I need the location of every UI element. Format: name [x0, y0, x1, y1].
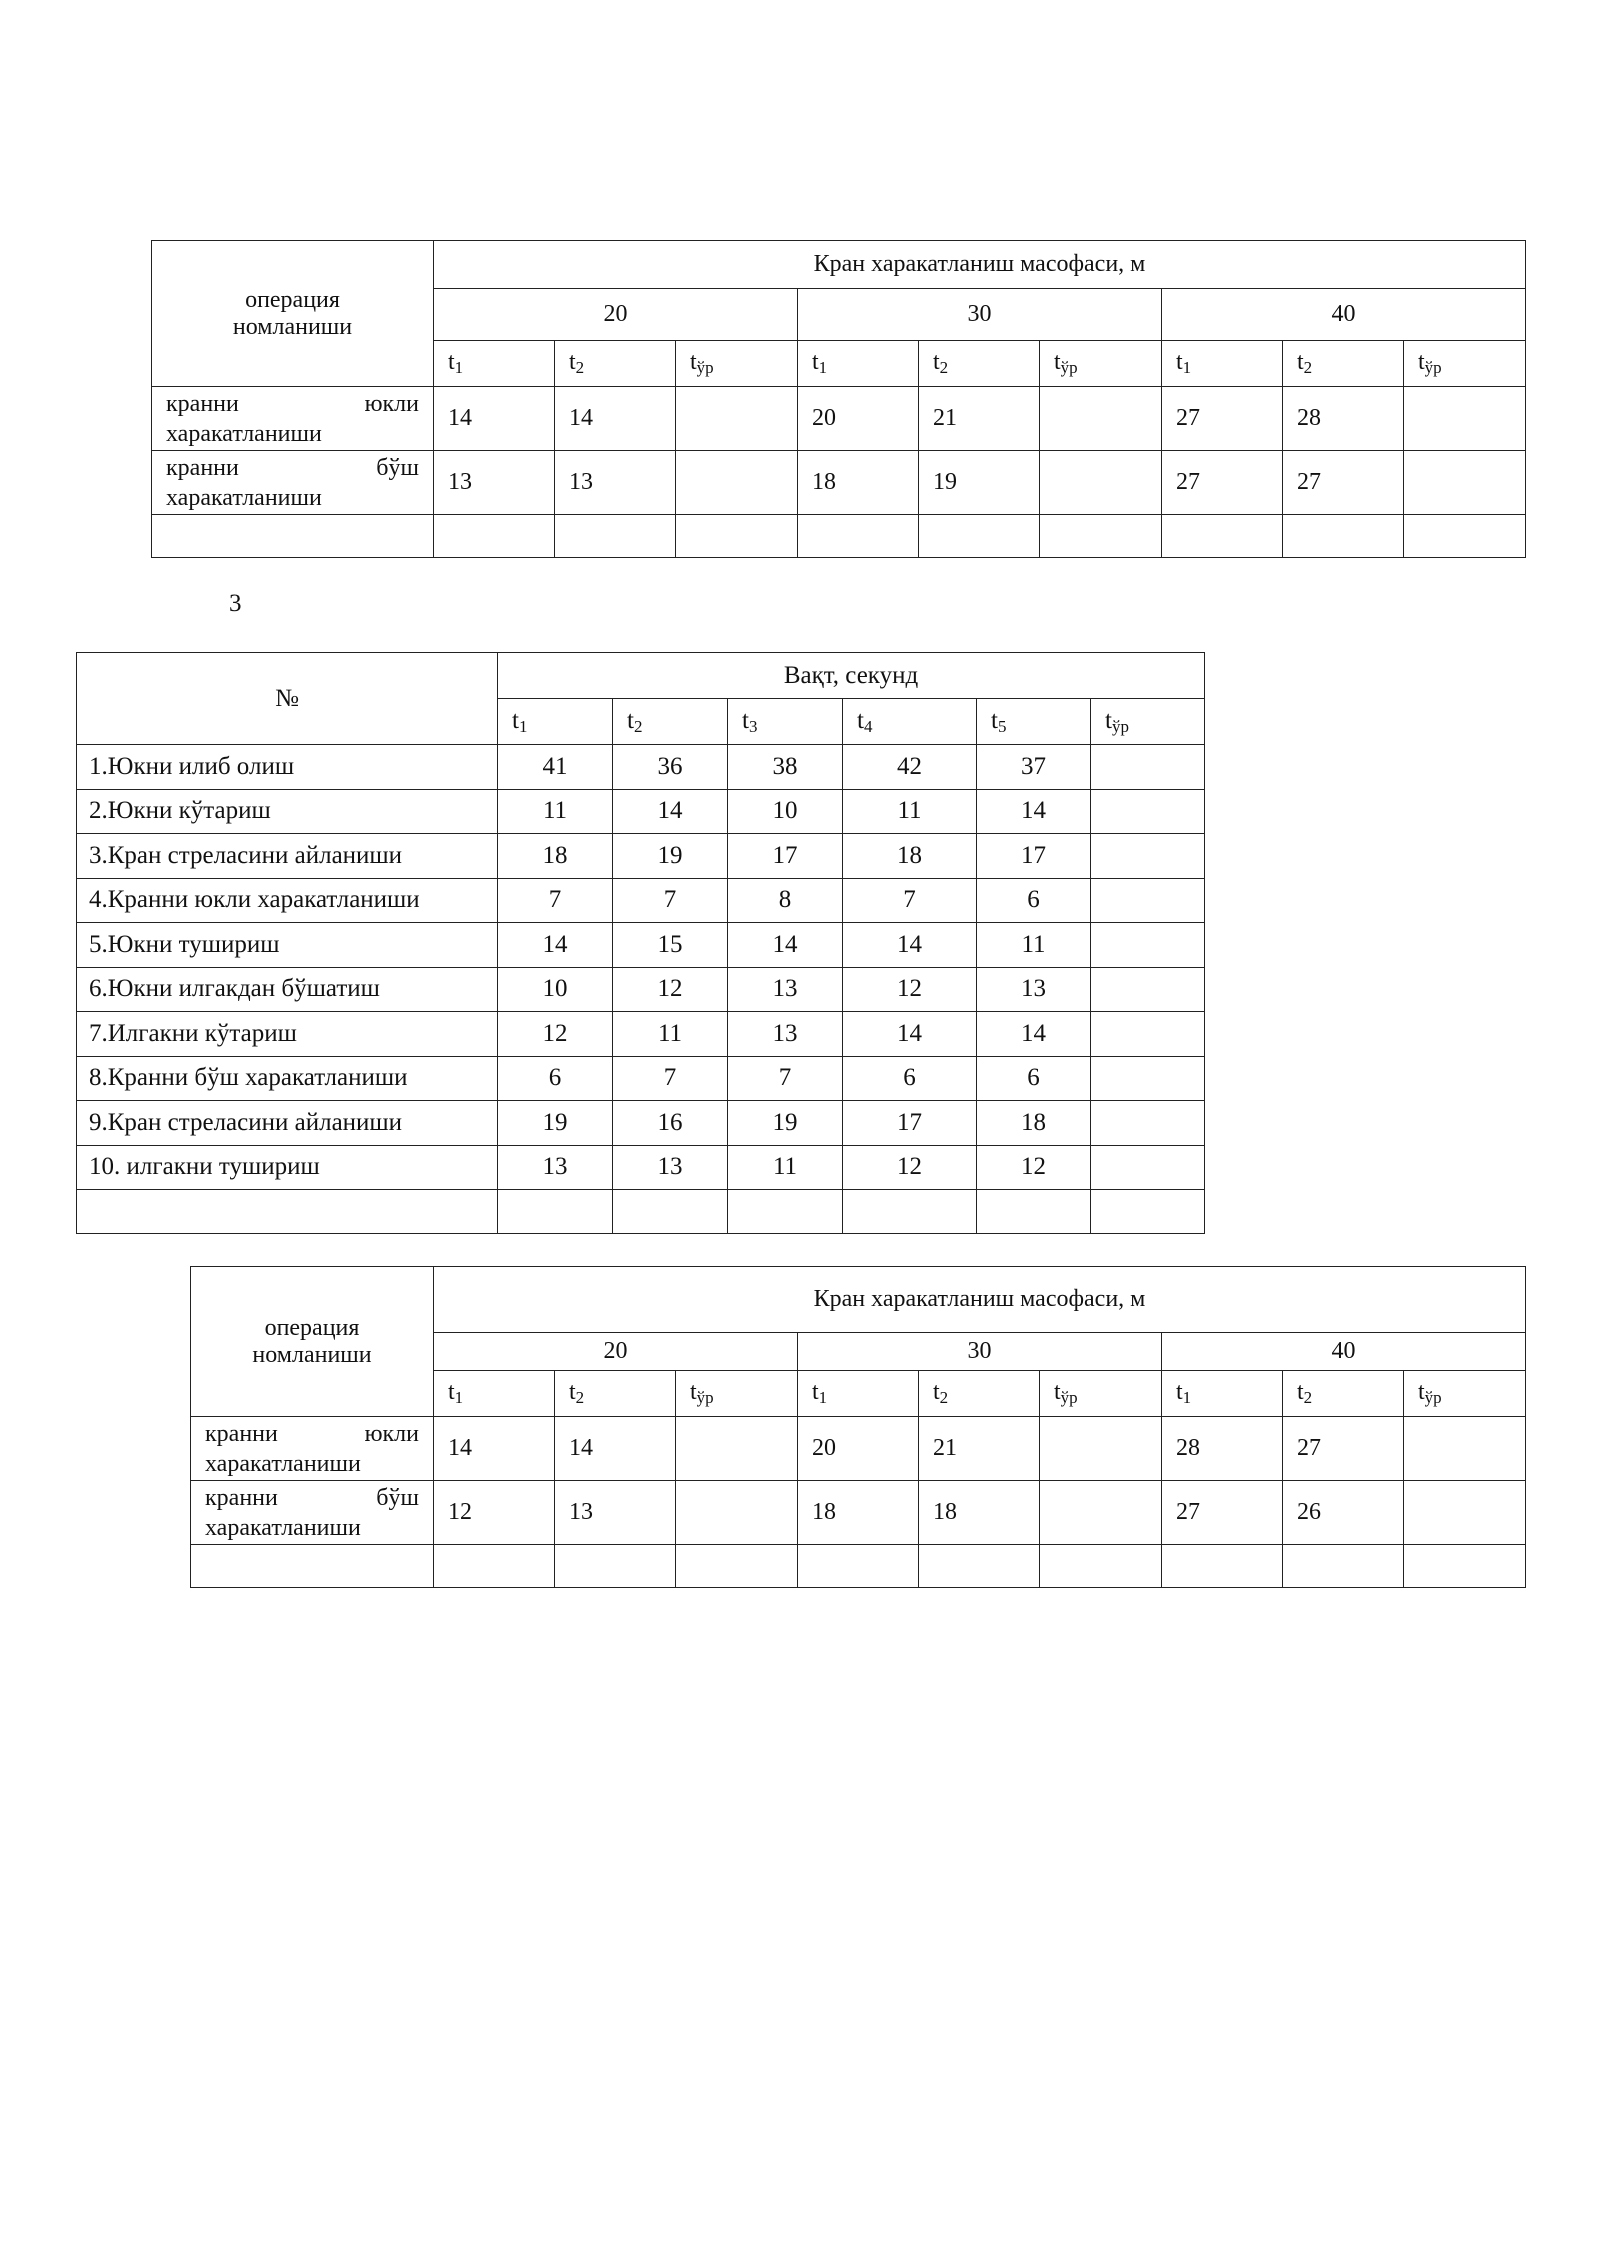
operation-header-line2: номланиши: [252, 1341, 372, 1368]
value-cell: 27: [1283, 451, 1404, 515]
value-cell: [1091, 1056, 1205, 1101]
col-t2: $t_2$: [555, 1371, 676, 1417]
value-cell: [1040, 1417, 1162, 1481]
value-cell: 28: [1283, 387, 1404, 451]
value-cell: 14: [843, 1012, 977, 1057]
value-cell: 11: [613, 1012, 728, 1057]
operation-name: 4.Кранни юкли харакатланиши: [77, 878, 498, 923]
value-cell: 38: [728, 745, 843, 790]
table-row: [77, 1101, 1205, 1146]
value-cell: 17: [843, 1101, 977, 1146]
table-row: [152, 451, 1526, 515]
value-cell: [1040, 387, 1162, 451]
value-cell: 14: [613, 789, 728, 834]
distance-20: 20: [434, 289, 798, 341]
col-t2: $t_2$: [919, 1371, 1040, 1417]
value-cell: 11: [977, 923, 1091, 968]
value-cell: [1091, 1012, 1205, 1057]
value-cell: 14: [977, 789, 1091, 834]
operation-name: 8.Кранни бўш харакатланиши: [77, 1056, 498, 1101]
value-cell: 14: [728, 923, 843, 968]
value-cell: 6: [977, 1056, 1091, 1101]
value-cell: [676, 387, 798, 451]
distance-30: 30: [798, 289, 1162, 341]
value-cell: [1404, 387, 1526, 451]
operation-name: кранни бўш харакатланиши: [152, 451, 434, 515]
operation-name: 10. илгакни тушириш: [77, 1145, 498, 1190]
value-cell: 21: [919, 387, 1040, 451]
value-cell: [1091, 745, 1205, 790]
operation-name: кранни юкли харакатланиши: [152, 387, 434, 451]
col-t1: $t_1$: [434, 1371, 555, 1417]
value-cell: [1040, 1481, 1162, 1545]
col-t5: $t_5$: [977, 699, 1091, 745]
operation-header-line1: операция: [264, 1314, 360, 1341]
value-cell: 12: [613, 967, 728, 1012]
col-t2: $t_2$: [1283, 1371, 1404, 1417]
value-cell: 10: [498, 967, 613, 1012]
col-tur: $t_{ўр}$: [676, 1371, 798, 1417]
col-t1: $t_1$: [798, 341, 919, 387]
table-row: [77, 1012, 1205, 1057]
col-t2: $t_2$: [555, 341, 676, 387]
distance-40: 40: [1162, 1333, 1526, 1371]
col-t1: $t_1$: [434, 341, 555, 387]
distance-30: 30: [798, 1333, 1162, 1371]
value-cell: 14: [843, 923, 977, 968]
operation-name: кранни юкли харакатланиши: [191, 1417, 434, 1481]
empty-row: [152, 515, 1526, 558]
col-tur: $t_{ўр}$: [1404, 1371, 1526, 1417]
table-row: [152, 387, 1526, 451]
value-cell: 27: [1162, 387, 1283, 451]
col-tur: $t_{ўр}$: [1040, 341, 1162, 387]
value-cell: 13: [555, 451, 676, 515]
col-tur: $t_{ўр}$: [676, 341, 798, 387]
value-cell: 13: [728, 1012, 843, 1057]
operation-name: кранни бўш харакатланиши: [191, 1481, 434, 1545]
distance-40: 40: [1162, 289, 1526, 341]
table-row: [77, 1056, 1205, 1101]
value-cell: 12: [843, 1145, 977, 1190]
value-cell: [1091, 789, 1205, 834]
operation-header: [191, 1267, 434, 1417]
operation-name: 2.Юкни кўтариш: [77, 789, 498, 834]
value-cell: 8: [728, 878, 843, 923]
value-cell: 42: [843, 745, 977, 790]
value-cell: 7: [728, 1056, 843, 1101]
value-cell: 11: [498, 789, 613, 834]
value-cell: 27: [1283, 1417, 1404, 1481]
col-t1: $t_1$: [1162, 341, 1283, 387]
value-cell: [1091, 834, 1205, 879]
value-cell: 18: [919, 1481, 1040, 1545]
value-cell: 17: [728, 834, 843, 879]
col-t1: $t_1$: [1162, 1371, 1283, 1417]
value-cell: 17: [977, 834, 1091, 879]
value-cell: 7: [498, 878, 613, 923]
value-cell: 13: [498, 1145, 613, 1190]
value-cell: 14: [555, 1417, 676, 1481]
value-cell: 10: [728, 789, 843, 834]
value-cell: [1091, 967, 1205, 1012]
col-t1: $t_1$: [798, 1371, 919, 1417]
operation-header: [152, 241, 434, 387]
distance-header: Кран харакатланиш масофаси, м: [434, 1267, 1526, 1333]
value-cell: 13: [434, 451, 555, 515]
value-cell: 6: [498, 1056, 613, 1101]
value-cell: [1091, 878, 1205, 923]
value-cell: 14: [555, 387, 676, 451]
table-row: [77, 789, 1205, 834]
value-cell: 14: [434, 387, 555, 451]
value-cell: 12: [434, 1481, 555, 1545]
value-cell: 15: [613, 923, 728, 968]
value-cell: [1040, 451, 1162, 515]
table-row: [77, 745, 1205, 790]
crane-distance-table-2: [190, 1266, 1526, 1588]
value-cell: 19: [498, 1101, 613, 1146]
operation-name: 9.Кран стреласини айланиши: [77, 1101, 498, 1146]
distance-header: Кран харакатланиш масофаси, м: [434, 241, 1526, 289]
value-cell: 41: [498, 745, 613, 790]
col-t2: $t_2$: [919, 341, 1040, 387]
operation-name: 6.Юкни илгакдан бўшатиш: [77, 967, 498, 1012]
value-cell: 18: [798, 1481, 919, 1545]
value-cell: [676, 1417, 798, 1481]
col-t1: $t_1$: [498, 699, 613, 745]
value-cell: 13: [977, 967, 1091, 1012]
value-cell: 7: [843, 878, 977, 923]
col-t3: $t_3$: [728, 699, 843, 745]
operation-name: 7.Илгакни кўтариш: [77, 1012, 498, 1057]
table-row: [77, 923, 1205, 968]
value-cell: 12: [843, 967, 977, 1012]
value-cell: 19: [728, 1101, 843, 1146]
value-cell: [1091, 923, 1205, 968]
value-cell: [1091, 1101, 1205, 1146]
value-cell: 37: [977, 745, 1091, 790]
value-cell: 12: [498, 1012, 613, 1057]
value-cell: 14: [498, 923, 613, 968]
value-cell: 20: [798, 387, 919, 451]
number-header: №: [77, 653, 498, 745]
value-cell: 21: [919, 1417, 1040, 1481]
operation-name: 5.Юкни тушириш: [77, 923, 498, 968]
value-cell: [676, 1481, 798, 1545]
value-cell: 26: [1283, 1481, 1404, 1545]
value-cell: 12: [977, 1145, 1091, 1190]
value-cell: 6: [977, 878, 1091, 923]
value-cell: 27: [1162, 1481, 1283, 1545]
value-cell: 18: [843, 834, 977, 879]
col-t4: $t_4$: [843, 699, 977, 745]
value-cell: 27: [1162, 451, 1283, 515]
value-cell: 13: [613, 1145, 728, 1190]
col-tur: $t_{ўр}$: [1404, 341, 1526, 387]
value-cell: 28: [1162, 1417, 1283, 1481]
time-header: Вақт, секунд: [498, 653, 1205, 699]
table-row: [191, 1481, 1526, 1545]
crane-distance-table-1: [151, 240, 1526, 558]
value-cell: 7: [613, 1056, 728, 1101]
value-cell: [1404, 1417, 1526, 1481]
value-cell: 18: [798, 451, 919, 515]
col-t2: $t_2$: [613, 699, 728, 745]
operation-header-line2: номланиши: [232, 313, 353, 340]
value-cell: 11: [728, 1145, 843, 1190]
value-cell: [1404, 451, 1526, 515]
value-cell: 11: [843, 789, 977, 834]
col-t2: $t_2$: [1283, 341, 1404, 387]
table-row: [77, 834, 1205, 879]
operation-header-line1: операция: [245, 286, 340, 313]
empty-row: [77, 1190, 1205, 1234]
value-cell: 36: [613, 745, 728, 790]
empty-row: [191, 1545, 1526, 1588]
table-row: [191, 1417, 1526, 1481]
value-cell: [676, 451, 798, 515]
table-row: [77, 1145, 1205, 1190]
value-cell: 6: [843, 1056, 977, 1101]
col-tur: $t_{ўр}$: [1040, 1371, 1162, 1417]
value-cell: 14: [434, 1417, 555, 1481]
value-cell: [1091, 1145, 1205, 1190]
value-cell: 13: [555, 1481, 676, 1545]
value-cell: 7: [613, 878, 728, 923]
time-table: [76, 652, 1205, 1234]
table-row: [77, 967, 1205, 1012]
col-tur: $t_{ўр}$: [1091, 699, 1205, 745]
operation-name: 3.Кран стреласини айланиши: [77, 834, 498, 879]
value-cell: [1404, 1481, 1526, 1545]
value-cell: 18: [977, 1101, 1091, 1146]
table-row: [77, 878, 1205, 923]
value-cell: 19: [613, 834, 728, 879]
value-cell: 18: [498, 834, 613, 879]
operation-name: 1.Юкни илиб олиш: [77, 745, 498, 790]
distance-20: 20: [434, 1333, 798, 1371]
value-cell: 20: [798, 1417, 919, 1481]
value-cell: 19: [919, 451, 1040, 515]
section-number: 3: [229, 590, 242, 617]
value-cell: 13: [728, 967, 843, 1012]
value-cell: 14: [977, 1012, 1091, 1057]
value-cell: 16: [613, 1101, 728, 1146]
